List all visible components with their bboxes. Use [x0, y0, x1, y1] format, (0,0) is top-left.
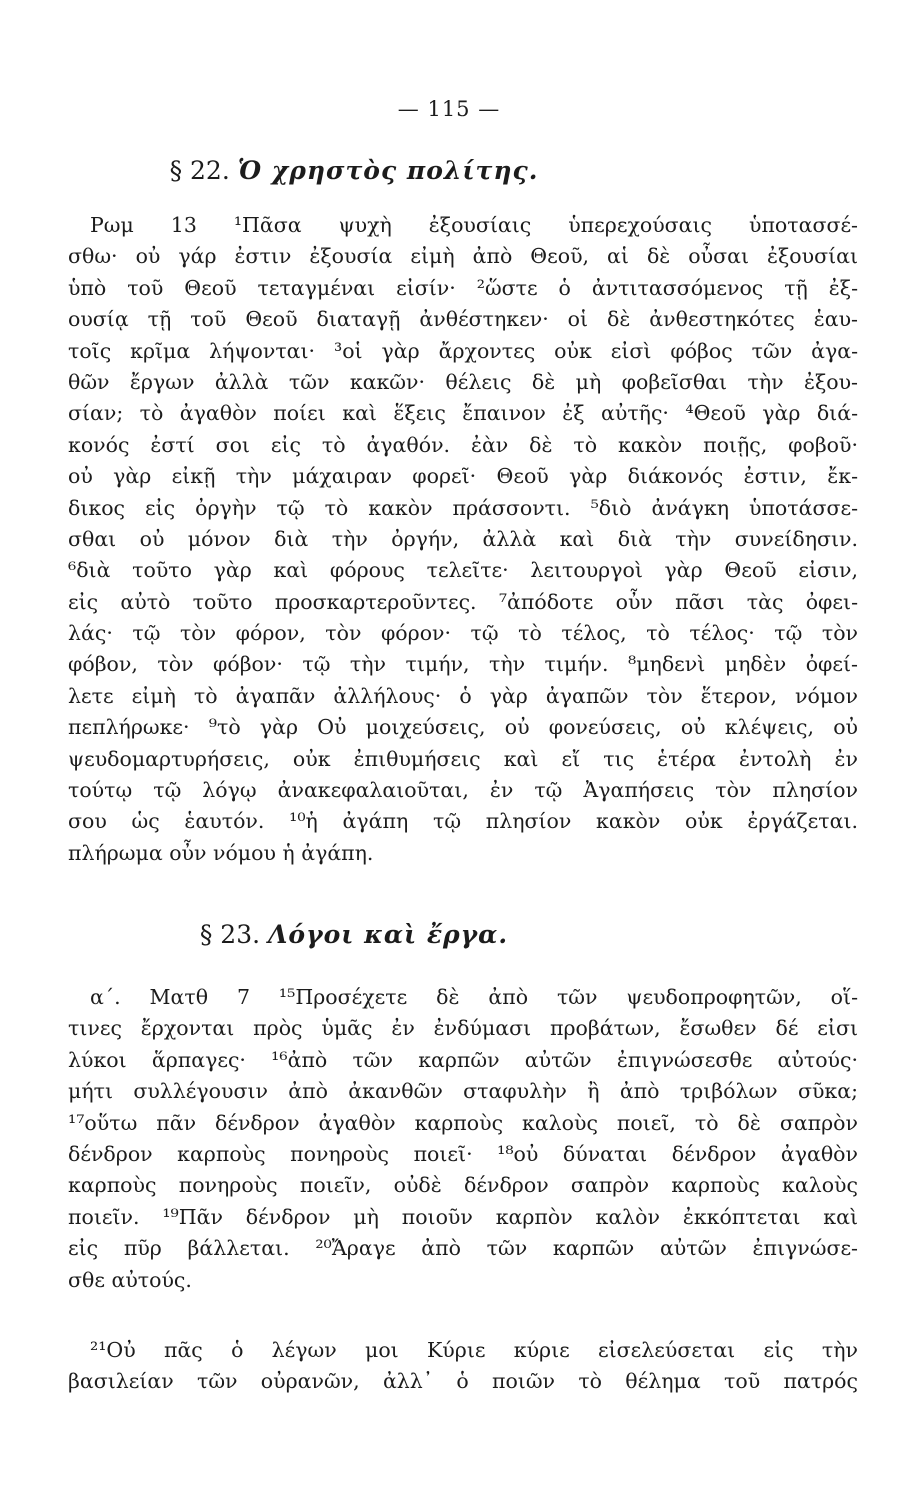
section-23-number: § 23. [199, 920, 261, 949]
text-line: τινες ἔρχονται πρὸς ὑμᾶς ἐν ἐνδύμασι προβάτων, ἔσωθεν δέ εἰσι [68, 1016, 858, 1041]
text-line: σίαν; τὸ ἀγαθὸν ποίει καὶ ἕξεις ἔπαινον ἐξ αὐτῆς· ⁴Θεοῦ γὰρ διά- [68, 401, 858, 426]
text-line: φόβον, τὸν φόβον· τῷ τὴν τιμήν, τὴν τιμήν. ⁸μηδενὶ μηδὲν ὀφεί- [68, 652, 858, 677]
section-22-number: § 22. [169, 156, 230, 185]
text-line: λάς· τῷ τὸν φόρον, τὸν φόρον· τῷ τὸ τέλος, τὸ τέλος· τῷ τὸν [68, 621, 858, 646]
text-line: πεπλήρωκε· ⁹τὸ γὰρ Οὐ μοιχεύσεις, οὐ φονεύσεις, οὐ κλέψεις, οὐ [68, 715, 858, 740]
text-line: ποιεῖν. ¹⁹Πᾶν δένδρον μὴ ποιοῦν καρπὸν καλὸν ἐκκόπτεται καὶ [68, 1204, 858, 1229]
text-line: πλήρωμα οὖν νόμου ἡ ἀγάπη. [68, 840, 374, 865]
section-22-text [68, 210, 858, 869]
section-22-title: Ὁ χρηστὸς πολίτης. [237, 156, 539, 185]
page-number: — 115 — [397, 97, 501, 121]
section-22-heading [0, 156, 803, 185]
text-line: κονός ἐστί σοι εἰς τὸ ἀγαθόν. ἐὰν δὲ τὸ κακὸν ποιῇς, φοβοῦ· [68, 432, 858, 457]
text-line: ²¹Οὐ πᾶς ὁ λέγων μοι Κύριε κύριε εἰσελεύσεται εἰς τὴν [90, 1338, 858, 1362]
text-line: καρποὺς πονηροὺς ποιεῖν, οὐδὲ δένδρον σαπρὸν καρποὺς καλοὺς [68, 1173, 858, 1198]
text-line: ⁶διὰ τοῦτο γὰρ καὶ φόρους τελεῖτε· λειτουργοὶ γὰρ Θεοῦ εἰσιν, [68, 558, 858, 583]
text-line: ψευδομαρτυρήσεις, οὐκ ἐπιθυμήσεις καὶ εἴ τις ἑτέρα ἐντολὴ ἐν [68, 746, 858, 771]
text-line: τοῖς κρῖμα λήψονται· ³οἱ γὰρ ἄρχοντες οὐκ εἰσὶ φόβος τῶν ἀγα- [68, 338, 858, 363]
text-line: ¹⁷οὕτω πᾶν δένδρον ἀγαθὸν καρποὺς καλοὺς ποιεῖ, τὸ δὲ σαπρὸν [68, 1110, 858, 1135]
text-line: μήτι συλλέγουσιν ἀπὸ ἀκανθῶν σταφυλὴν ἢ ἀπὸ τριβόλων σῦκα; [68, 1079, 858, 1104]
text-line: λύκοι ἅρπαγες· ¹⁶ἀπὸ τῶν καρπῶν αὐτῶν ἐπιγνώσεσθε αὐτούς· [68, 1047, 858, 1072]
text-line: εἰς πῦρ βάλλεται. ²⁰Ἄραγε ἀπὸ τῶν καρπῶν αὐτῶν ἐπιγνώσε- [68, 1236, 858, 1261]
text-line: τούτῳ τῷ λόγῳ ἀνακεφαλαιοῦται, ἐν τῷ Ἀγαπήσεις τὸν πλησίον [68, 778, 858, 803]
section-23-text [68, 982, 858, 1296]
text-line: δένδρον καρποὺς πονηροὺς ποιεῖ· ¹⁸οὐ δύναται δένδρον ἀγαθὸν [68, 1141, 858, 1166]
section-23-heading [0, 920, 803, 949]
text-line: βασιλείαν τῶν οὐρανῶν, ἀλλ᾽ ὁ ποιῶν τὸ θέλημα τοῦ πατρός [68, 1369, 858, 1394]
text-line: ὑπὸ τοῦ Θεοῦ τεταγμέναι εἰσίν· ²ὥστε ὁ ἀντιτασσόμενος τῇ ἐξ- [68, 275, 858, 300]
text-line: σθε αὐτούς. [68, 1267, 192, 1292]
text-line: θῶν ἔργων ἀλλὰ τῶν κακῶν· θέλεις δὲ μὴ φοβεῖσθαι τὴν ἐξου- [68, 369, 858, 394]
text-line: λετε εἰμὴ τὸ ἀγαπᾶν ἀλλήλους· ὁ γὰρ ἀγαπῶν τὸν ἕτερον, νόμον [68, 683, 858, 708]
text-line: ουσίᾳ τῇ τοῦ Θεοῦ διαταγῇ ἀνθέστηκεν· οἱ δὲ ἀνθεστηκότες ἑαυ- [68, 307, 858, 332]
section-23-title: Λόγοι καὶ ἔργα. [268, 920, 509, 949]
text-line: Ρωμ 13 ¹Πᾶσα ψυχὴ ἐξουσίαις ὑπερεχούσαις ὑποτασσέ- [90, 213, 858, 237]
text-line: σθω· οὐ γάρ ἐστιν ἐξουσία εἰμὴ ἀπὸ Θεοῦ, αἱ δὲ οὖσαι ἐξουσίαι [68, 244, 858, 269]
text-line: α΄. Ματθ 7 ¹⁵Προσέχετε δὲ ἀπὸ τῶν ψευδοπροφητῶν, οἵ- [90, 985, 858, 1009]
text-line: δικος εἰς ὀργὴν τῷ τὸ κακὸν πράσσοντι. ⁵διὸ ἀνάγκη ὑποτάσσε- [68, 495, 858, 520]
text-line: οὐ γὰρ εἰκῇ τὴν μάχαιραν φορεῖ· Θεοῦ γὰρ διάκονός ἐστιν, ἔκ- [68, 464, 858, 489]
text-line: σθαι οὐ μόνον διὰ τὴν ὀργήν, ἀλλὰ καὶ διὰ τὴν συνείδησιν. [68, 526, 858, 551]
section-23-text-continued [68, 1335, 858, 1398]
text-line: εἰς αὐτὸ τοῦτο προσκαρτεροῦντες. ⁷ἀπόδοτε οὖν πᾶσι τὰς ὀφει- [68, 589, 858, 614]
text-line: σου ὡς ἑαυτόν. ¹⁰ἡ ἀγάπη τῷ πλησίον κακὸν οὐκ ἐργάζεται. [68, 809, 858, 834]
